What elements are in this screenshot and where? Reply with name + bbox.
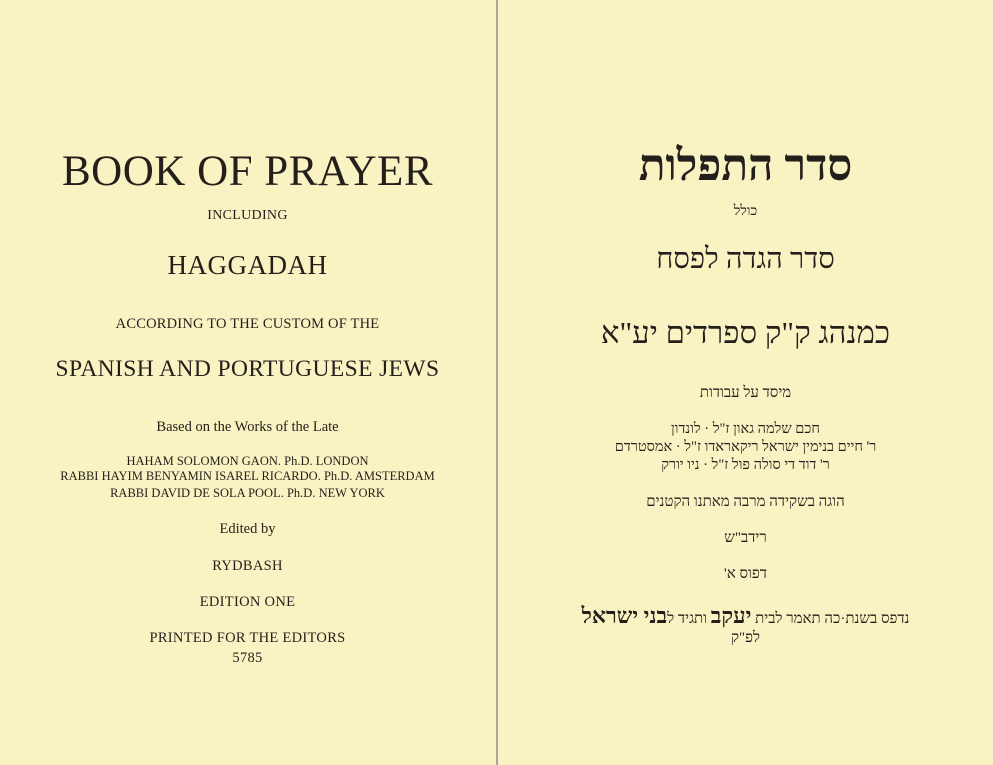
custom-line: ACCORDING TO THE CUSTOM OF THE	[115, 316, 380, 332]
author-line: HAHAM SOLOMON GAON. Ph.D. LONDON	[126, 454, 369, 468]
community-heading: SPANISH AND PORTUGUESE JEWS	[55, 356, 440, 382]
edition-line: EDITION ONE	[199, 594, 296, 610]
author-line: RABBI DAVID DE SOLA POOL. Ph.D. NEW YORK	[110, 486, 385, 500]
hebrew-editor-name: רידב"ש	[724, 530, 767, 546]
based-on-line: Based on the Works of the Late	[156, 419, 339, 435]
hebrew-title-page	[498, 0, 993, 765]
haggadah-heading: HAGGADAH	[167, 250, 328, 280]
hebrew-year-line: לפ"ק	[730, 630, 761, 646]
hebrew-haggadah-heading: סדר הגדה לפסח	[656, 243, 835, 275]
hebrew-custom-heading: כמנהג ק"ק ספרדים יע"א	[600, 315, 891, 350]
printed-for-line: PRINTED FOR THE EDITORS	[149, 630, 346, 646]
hebrew-book-title: סדר התפלות	[638, 141, 853, 190]
editor-name: RYDBASH	[212, 558, 283, 574]
printed-verse-highlight: יעקב	[710, 603, 752, 628]
including-label: INCLUDING	[207, 208, 288, 223]
hebrew-author-line: ר' דוד די סולה פול ז"ל · ניו יורק	[661, 457, 830, 473]
edited-by-line: Edited by	[219, 521, 276, 537]
hebrew-edited-line: הוגה בשקידה מרבה מאתנו הקטנים	[646, 494, 845, 510]
author-line: RABBI HAYIM BENYAMIN ISAREL RICARDO. Ph.D. AMSTERDAM	[60, 469, 435, 483]
printed-verse-part: ותגיד ל	[667, 611, 711, 627]
hebrew-author-line: ר' חיים בנימין ישראל ריקאראדו ז"ל · אמסטרדם	[614, 439, 877, 455]
year-line: 5785	[232, 650, 263, 666]
hebrew-author-line: חכם שלמה גאון ז"ל · לונדון	[671, 421, 820, 437]
printed-prefix: נדפס בשנת	[845, 611, 910, 627]
book-title: BOOK OF PRAYER	[61, 148, 433, 195]
hebrew-founded-on-line: מיסד על עבודות	[699, 385, 792, 401]
english-title-page	[0, 0, 495, 765]
hebrew-edition-line: דפוס א'	[724, 566, 767, 582]
printed-verse-part: כה תאמר לבית	[751, 611, 841, 627]
printed-verse-highlight: בני ישראל	[581, 603, 668, 628]
hebrew-printed-line: נדפס בשנת·כה תאמר לבית יעקב ותגיד לבני ישראל	[581, 603, 910, 628]
hebrew-including-label: כולל	[733, 204, 758, 219]
